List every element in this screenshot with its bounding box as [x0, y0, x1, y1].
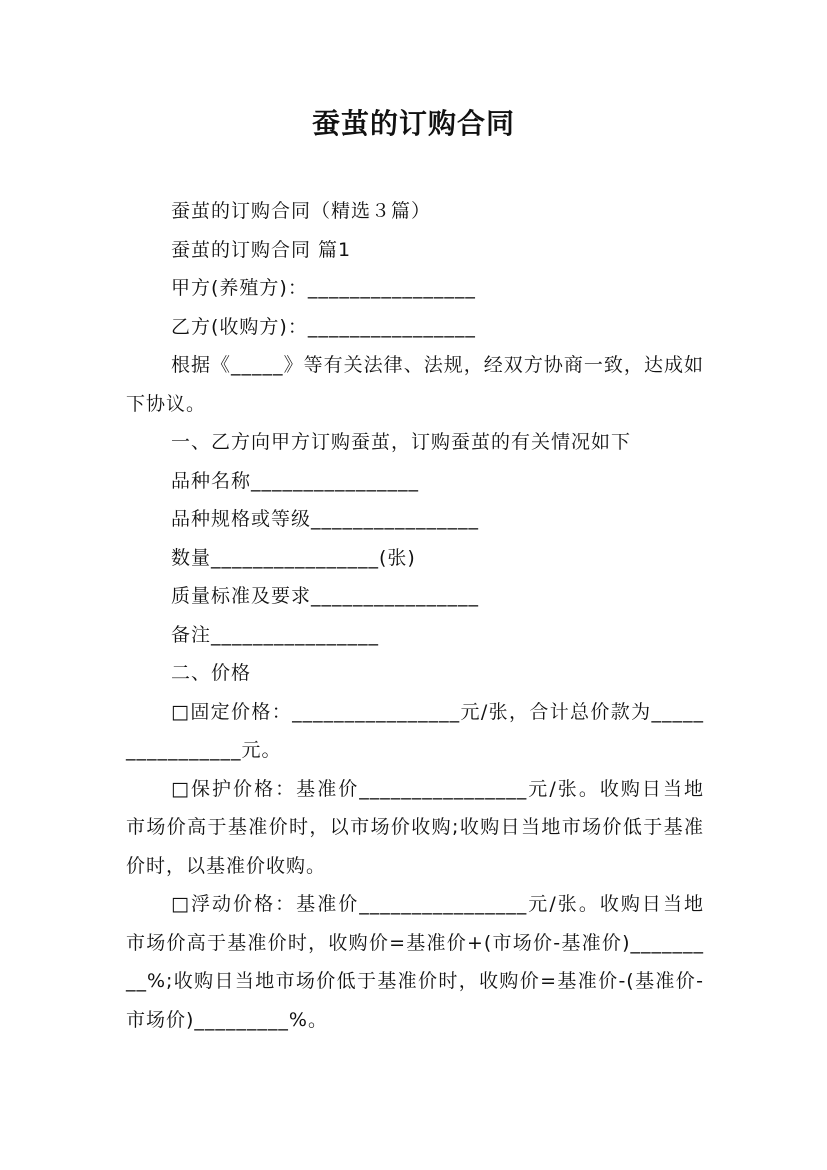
- clause-one-heading: 一、乙方向甲方订购蚕茧，订购蚕茧的有关情况如下: [171, 431, 632, 453]
- clause-two-heading: 二、价格: [171, 662, 252, 684]
- variety-grade-line: 品种规格或等级________________: [171, 508, 480, 530]
- quantity-line: 数量________________(张): [171, 546, 416, 569]
- fixed-price-option: □固定价格：________________元/张，合计总价款为________________元。: [126, 700, 704, 761]
- subtitle-selected-three: 蚕茧的订购合同（精选３篇）: [171, 200, 432, 222]
- protected-price-option: □保护价格：基准价________________元/张。收购日当地市场价高于基准价时，以市场价收购;收购日当地市场价低于基准价时，以基准价收购。: [126, 777, 704, 877]
- party-a-line: 甲方(养殖方)：________________: [171, 277, 476, 299]
- document-title: 蚕茧的订购合同: [311, 107, 515, 140]
- variety-name-line: 品种名称________________: [171, 469, 420, 492]
- party-b-line: 乙方(收购方)：________________: [171, 315, 476, 338]
- floating-price-option: □浮动价格：基准价________________元/张。收购日当地市场价高于基准价时，收购价=基准价+(市场价-基准价)_________%;收购日当地市场价低于基准价时，收购价=基准价-(基准价-市场价)_________%。: [126, 893, 704, 1031]
- quality-standard-line: 质量标准及要求________________: [171, 585, 480, 607]
- remarks-line: 备注________________: [171, 623, 380, 646]
- basis-clause: 根据《_____》等有关法律、法规，经双方协商一致，达成如下协议。: [126, 354, 704, 415]
- document-body: [126, 192, 704, 1039]
- section-heading-part-1: 蚕茧的订购合同 篇1: [171, 238, 352, 261]
